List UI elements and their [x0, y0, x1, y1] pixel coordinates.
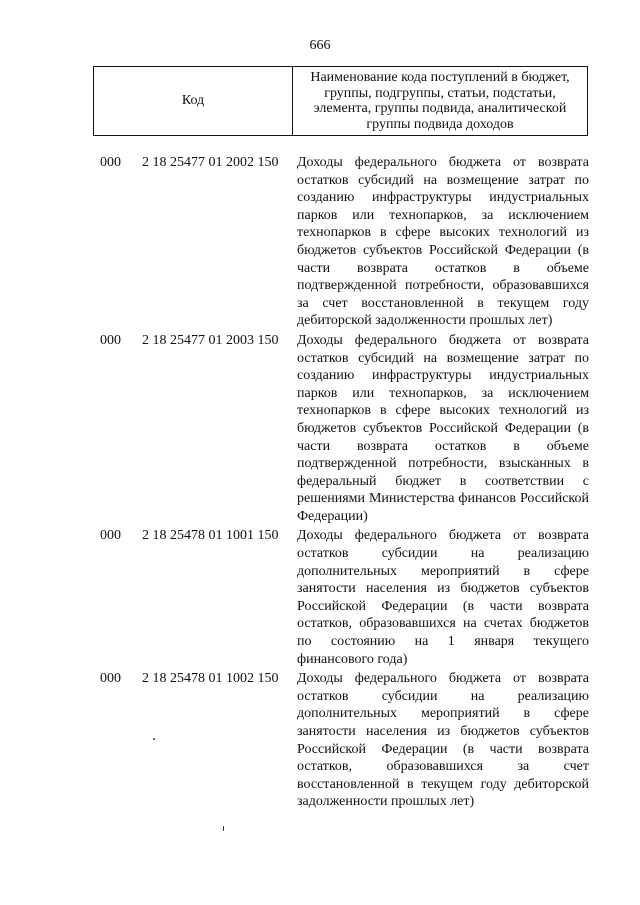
- header-name-label: Наименование кода поступлений в бюджет, группы, подгруппы, статьи, подстатьи, элемента, группы подвида, аналитической группы подвида доходов: [310, 70, 570, 132]
- row-income-code: 2 18 25478 01 1001 150: [142, 528, 279, 544]
- scan-speck: [153, 738, 155, 740]
- row-admin-code: 000: [100, 528, 121, 544]
- row-income-code: 2 18 25477 01 2002 150: [142, 155, 279, 170]
- table-body: [100, 154, 590, 811]
- table-row: [100, 154, 590, 330]
- row-income-code: 2 18 25477 01 2003 150: [142, 332, 279, 348]
- row-admin-code: 000: [100, 671, 121, 687]
- table-row: [100, 527, 590, 668]
- table-row: [100, 670, 590, 811]
- table-row: [100, 332, 590, 526]
- row-description: Доходы федерального бюджета от возврата остатков субсидий на возмещение затрат по созданию инфраструктуры индустриальных парков или технопарков, за исключением технопарков в сфере высоких технологий из бюджетов субъектов Российской Федерации (в части возврата остатков в объеме подтвержденной потребности, взысканных в федеральный бюджет в соответствии с решениями Министерства финансов Российской Федерации): [297, 332, 589, 524]
- scan-speck: [223, 826, 224, 831]
- table-header: [93, 66, 588, 136]
- row-description: Доходы федерального бюджета от возврата остатков субсидий на возмещение затрат по созданию инфраструктуры индустриальных парков или технопарков, за исключением технопарков в сфере высоких технологий из бюджетов субъектов Российской Федерации (в части возврата остатков в объеме подтвержденной потребности, образовавшихся за счет восстановленной в текущем году дебиторской задолженности прошлых лет): [297, 155, 589, 329]
- page-number: 666: [309, 38, 331, 53]
- row-income-code: 2 18 25478 01 1002 150: [142, 671, 279, 687]
- row-admin-code: 000: [100, 332, 121, 348]
- row-admin-code: 000: [100, 155, 121, 170]
- row-description: Доходы федерального бюджета от возврата остатков субсидии на реализацию дополнительных мероприятий в сфере занятости населения из бюджетов субъектов Российской Федерации (в части возврата остатков, образовавшихся на счетах бюджетов по состоянию на 1 января текущего финансового года): [297, 528, 589, 667]
- row-description: Доходы федерального бюджета от возврата остатков субсидии на реализацию дополнительных мероприятий в сфере занятости населения из бюджетов субъектов Российской Федерации (в части возврата остатков, образовавшихся за счет восстановленной в текущем году дебиторской задолженности прошлых лет): [297, 671, 589, 810]
- header-code-label: Код: [94, 67, 293, 135]
